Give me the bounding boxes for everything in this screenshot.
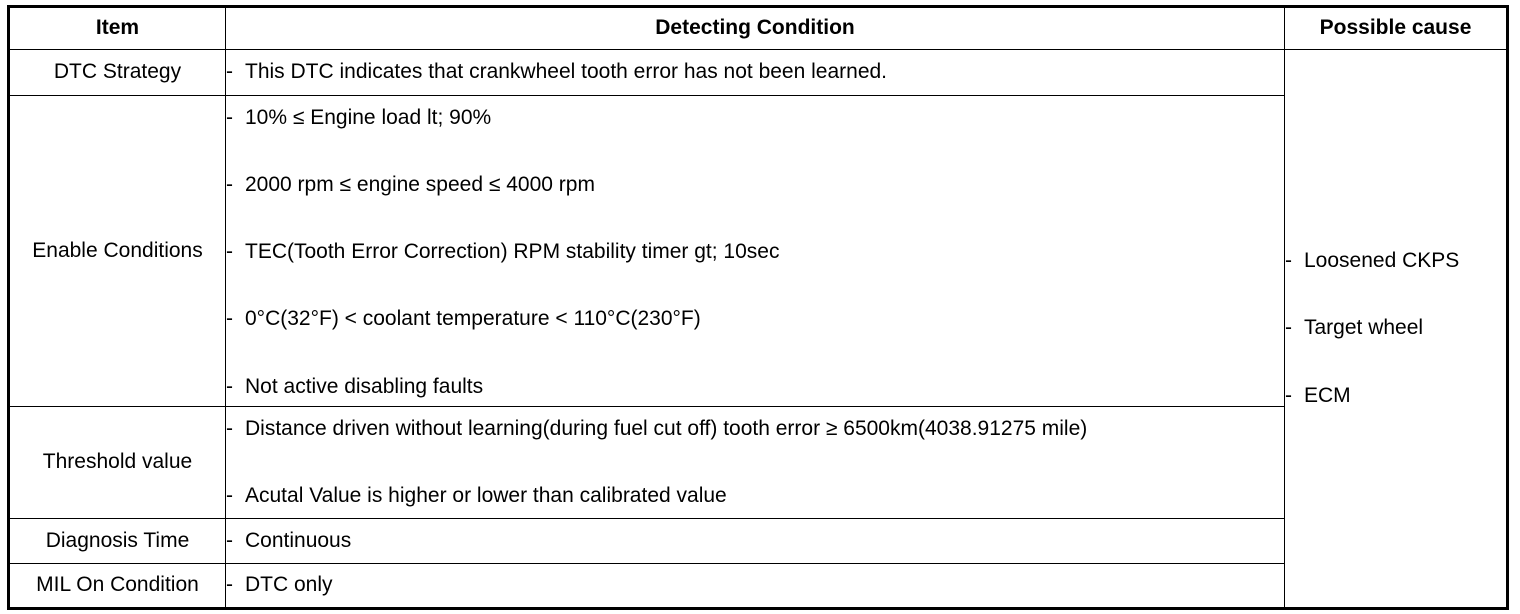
- condition-line: - DTC only: [226, 573, 333, 597]
- possible-cause-cell: [1285, 50, 1508, 609]
- header-row: [9, 7, 1508, 50]
- item-diagnosis-time: Diagnosis Time: [9, 519, 226, 564]
- header-detecting-condition: Detecting Condition: [226, 7, 1285, 50]
- condition-line: - Continuous: [226, 528, 352, 552]
- condition-line: - 0°C(32°F) < coolant temperature < 110°C(230°F): [226, 307, 701, 331]
- condition-line: - Acutal Value is higher or lower than calibrated value: [226, 484, 727, 508]
- row-enable-conditions: [9, 96, 1508, 407]
- condition-line: - 2000 rpm ≤ engine speed ≤ 4000 rpm: [226, 173, 595, 197]
- condition-line: - This DTC indicates that crankwheel tooth error has not been learned.: [226, 60, 888, 84]
- row-mil-on-condition: [9, 564, 1508, 609]
- item-dtc-strategy: DTC Strategy: [9, 50, 226, 96]
- possible-cause-item: - ECM: [1285, 383, 1351, 407]
- possible-cause-item: - Loosened CKPS: [1285, 249, 1460, 273]
- condition-diagnosis-time: [226, 519, 1285, 564]
- item-enable-conditions: Enable Conditions: [9, 96, 226, 407]
- condition-line: - TEC(Tooth Error Correction) RPM stability timer gt; 10sec: [226, 240, 780, 264]
- condition-mil-on-condition: [226, 564, 1285, 609]
- row-diagnosis-time: [9, 519, 1508, 564]
- condition-enable-conditions: [226, 96, 1285, 407]
- item-mil-on-condition: MIL On Condition: [9, 564, 226, 609]
- possible-cause-item: - Target wheel: [1285, 316, 1424, 340]
- condition-dtc-strategy: [226, 50, 1285, 96]
- dtc-table: [7, 5, 1509, 610]
- condition-line: - Not active disabling faults: [226, 374, 484, 398]
- header-item: Item: [9, 7, 226, 50]
- row-dtc-strategy: [9, 50, 1508, 96]
- condition-line: - Distance driven without learning(during fuel cut off) tooth error ≥ 6500km(4038.91275 mile): [226, 417, 1088, 440]
- condition-threshold-value: [226, 407, 1285, 519]
- header-possible-cause: Possible cause: [1285, 7, 1508, 50]
- item-threshold-value: Threshold value: [9, 407, 226, 519]
- condition-line: - 10% ≤ Engine load lt; 90%: [226, 106, 492, 129]
- row-threshold-value: [9, 407, 1508, 519]
